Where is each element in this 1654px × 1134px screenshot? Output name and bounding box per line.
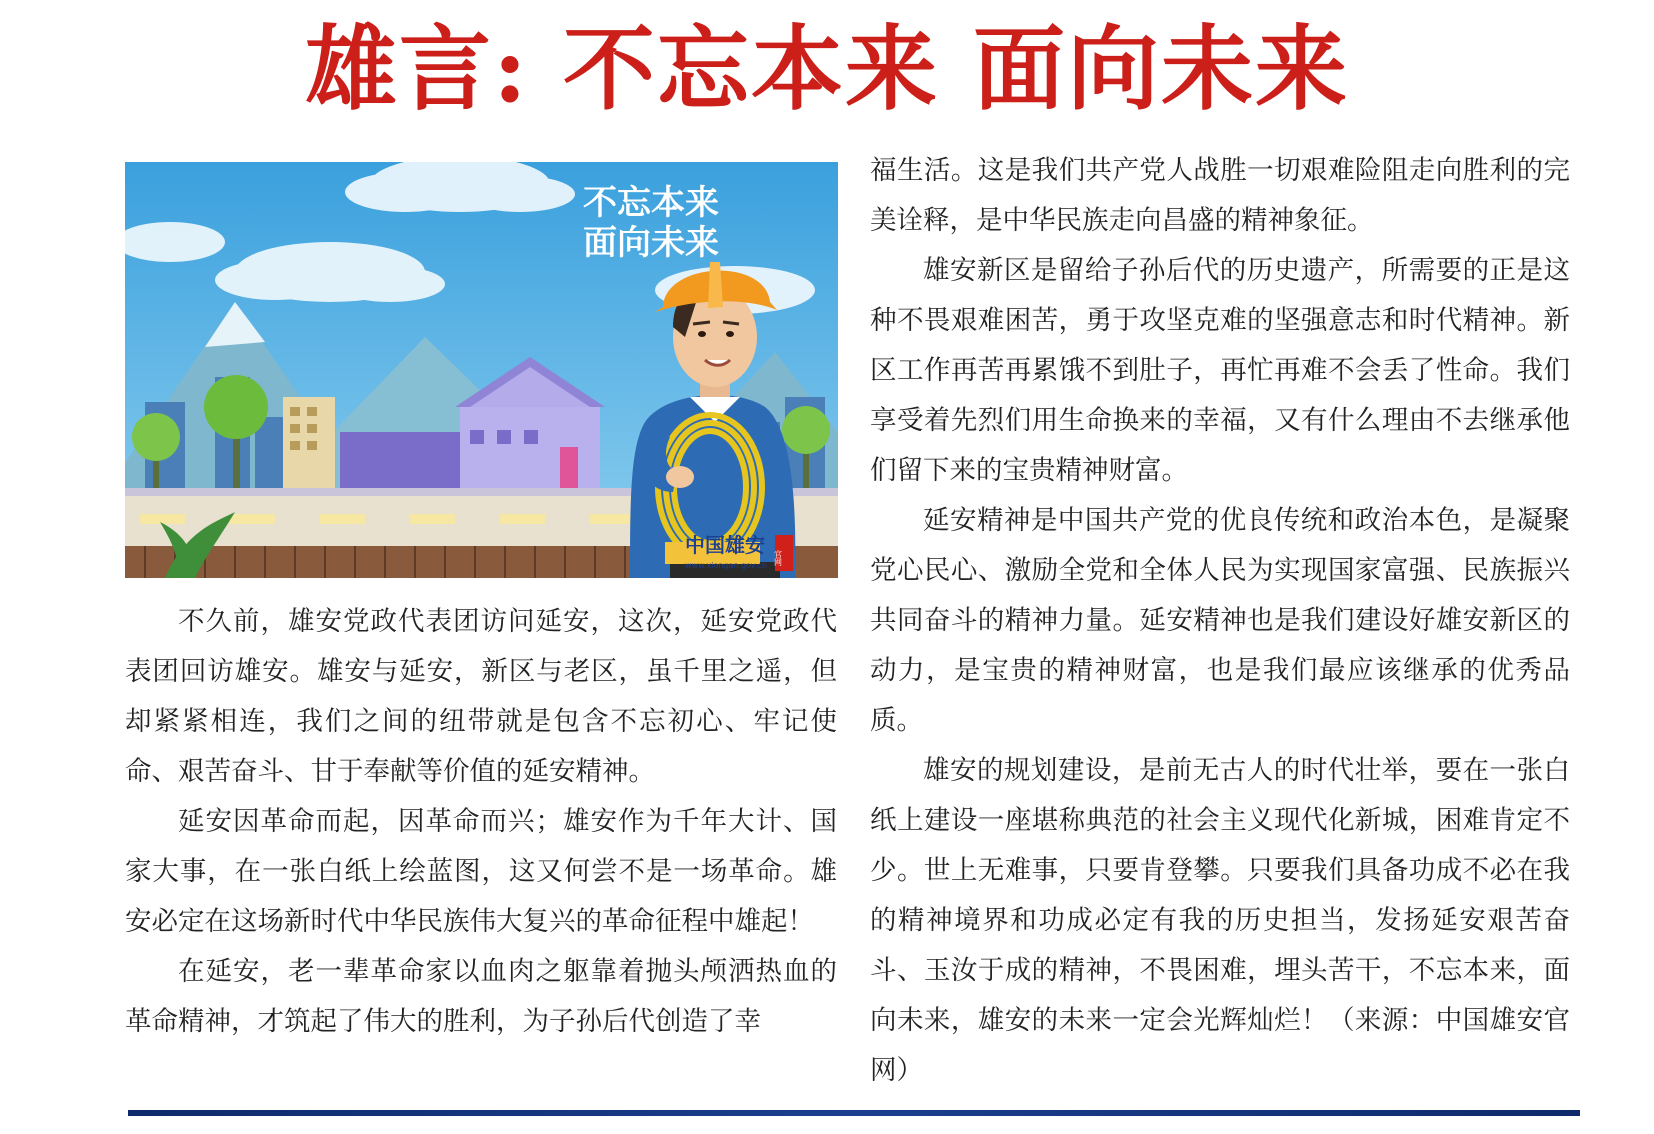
tan-building [283,397,335,492]
caption-line1: 不忘本来 [583,183,719,223]
bottom-divider [128,1110,1580,1116]
paragraph: 不久前，雄安党政代表团访问延安，这次，延安党政代表团回访雄安。雄安与延安，新区与老区，虽千里之遥，但却紧紧相连，我们之间的纽带就是包含不忘初心、牢记使命、艰苦奋斗、甘于奉献等价值的延安精神。 [125,606,837,787]
paragraph: 雄安新区是留给子孙后代的历史遗产，所需要的正是这种不畏艰难困苦，勇于攻坚克难的坚强意志和时代精神。新区工作再苦再累饿不到肚子，再忙再难不会丢了性命。我们享受着先烈们用生命换来的幸福，又有什么理由不去继承他们留下来的宝贵精神财富。 [870,255,1570,486]
paragraph: 雄安的规划建设，是前无古人的时代壮举，要在一张白纸上建设一座堪称典范的社会主义现代化新城，困难肯定不少。世上无难事，只要肯登攀。只要我们具备功成不必在我的精神境界和功成必定有我的历史担当，发扬延安艰苦奋斗、玉汝于成的精神，不畏困难，埋头苦干，不忘本来，面向未来，雄安的未来一定会光辉灿烂！（来源：中国雄安官网） [870,755,1570,1086]
article-column-left [125,597,837,1047]
watermark-url: www.xiongan.gov.cn [685,561,768,570]
paragraph-continuation: 福生活。这是我们共产党人战胜一切艰难险阻走向胜利的完美诠释，是中华民族走向昌盛的精神象征。 [870,155,1570,236]
paragraph: 在延安，老一辈革命家以血肉之躯靠着抛头颅洒热血的革命精神，才筑起了伟大的胜利，为子孙后代创造了幸 [125,956,837,1037]
paragraph: 延安精神是中国共产党的优良传统和政治本色，是凝聚党心民心、激励全党和全体人民为实现国家富强、民族振兴共同奋斗的精神力量。延安精神也是我们建设好雄安新区的动力，是宝贵的精神财富，也是我们最应该继承的优秀品质。 [870,505,1570,736]
seal-text: 官网 [773,550,783,566]
caption-line2: 面向未来 [583,223,719,263]
watermark-logo: 中国雄安 [685,533,765,557]
paragraph: 延安因革命而起，因革命而兴；雄安作为千年大计、国家大事，在一张白纸上绘蓝图，这又何尝不是一场革命。雄安必定在这场新时代中华民族伟大复兴的革命征程中雄起！ [125,806,837,937]
worker-illustration [125,162,838,578]
article-column-right [870,146,1570,1096]
page-title: 雄言: 不忘本来 面向未来 [304,15,1350,123]
